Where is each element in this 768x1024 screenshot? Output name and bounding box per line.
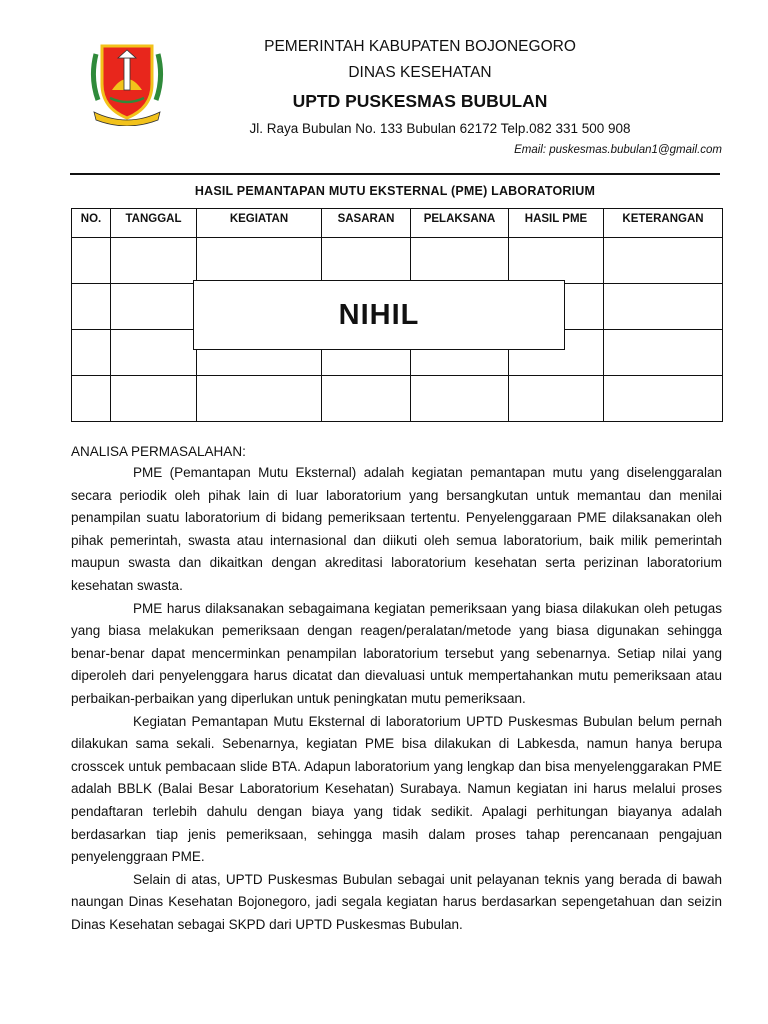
- analysis-paragraph: Selain di atas, UPTD Puskesmas Bubulan sebagai unit pelayanan teknis yang berada di bawah naungan Dinas Kesehatan Bojonegoro, jadi segala kegiatan harus berdasarkan sepengetahuan dan seizin Dinas Kesehatan sebagai SKPD dari UPTD Puskesmas Bubulan.: [71, 871, 722, 932]
- col-header-hasil-pme: HASIL PME: [509, 209, 604, 238]
- analysis-body: [71, 462, 722, 936]
- header-address: Jl. Raya Bubulan No. 133 Bubulan 62172 Telp.082 331 500 908: [249, 121, 631, 136]
- header-divider: [70, 173, 720, 175]
- header-institution: UPTD PUSKESMAS BUBULAN: [292, 91, 548, 111]
- analysis-paragraph: PME (Pemantapan Mutu Eksternal) adalah kegiatan pemantapan mutu yang diselenggaralan secara periodik oleh pihak lain di luar laboratorium yang bersangkutan untuk memantau dan menilai penampilan suatu laboratorium di bidang pemeriksaan tertentu. Penyelenggaraan PME dilaksanakan oleh pihak pemerintah, swasta atau internasional dan diikuti oleh semua laboratorium, baik milik pemerintah maupun swasta dan dikaitkan dengan akreditasi laboratorium kesehatan serta perizinan laboratorium kesehatan swasta.: [71, 465, 722, 593]
- col-header-kegiatan: KEGIATAN: [197, 209, 322, 238]
- header-email: Email: puskesmas.bubulan1@gmail.com: [514, 144, 722, 156]
- analysis-paragraph: PME harus dilaksanakan sebagaimana kegiatan pemeriksaan yang biasa dilakukan oleh petugas yang biasa melakukan pemeriksaan dengan reagen/peralatan/metode yang biasa digunakan sehingga benar-benar dapat mencerminkan penampilan laboratorium tersebut yang sebenarnya. Setiap nilai yang diperoleh dari penyelenggara harus dicatat dan dievaluasi untuk mempertahankan mutu pemeriksaan atau perbaikan-perbaikan yang diperlukan untuk peningkatan mutu pemeriksaan.: [71, 600, 722, 706]
- table-row: [72, 376, 723, 422]
- document-title: HASIL PEMANTAPAN MUTU EKSTERNAL (PME) LABORATORIUM: [194, 184, 596, 198]
- col-header-tanggal: TANGGAL: [111, 209, 197, 238]
- header-government: PEMERINTAH KABUPATEN BOJONEGORO: [264, 38, 576, 55]
- col-header-sasaran: SASARAN: [322, 209, 411, 238]
- nihil-label: NIHIL: [338, 298, 420, 331]
- table-header-row: [72, 209, 723, 238]
- analysis-heading: ANALISA PERMASALAHAN:: [71, 444, 246, 459]
- col-header-no: NO.: [72, 209, 111, 238]
- nihil-box: [193, 280, 565, 350]
- col-header-keterangan: KETERANGAN: [604, 209, 723, 238]
- col-header-pelaksana: PELAKSANA: [411, 209, 509, 238]
- table-row: [72, 238, 723, 284]
- header-department: DINAS KESEHATAN: [348, 64, 492, 81]
- analysis-paragraph: Kegiatan Pemantapan Mutu Eksternal di laboratorium UPTD Puskesmas Bubulan belum pernah dilakukan sama sekali. Sebenarnya, kegiatan PME bisa dilakukan di Labkesda, namun hanya berupa crosscek untuk pembacaan slide BTA. Adapun laboratorium yang lengkap dan bisa menyelenggarakan PME adalah BBLK (Balai Besar Laboratorium Kesehatan) Surabaya. Namun kegiatan ini harus melalui proses pendaftaran terlebih dahulu dengan biaya yang tidak sedikit. Apalagi perhitungan biayanya adalah berdasarkan tiap jenis pemeriksaan, sehingga masih dalam proses tahap perencanaan pengajuan penyelenggraan PME.: [71, 713, 722, 865]
